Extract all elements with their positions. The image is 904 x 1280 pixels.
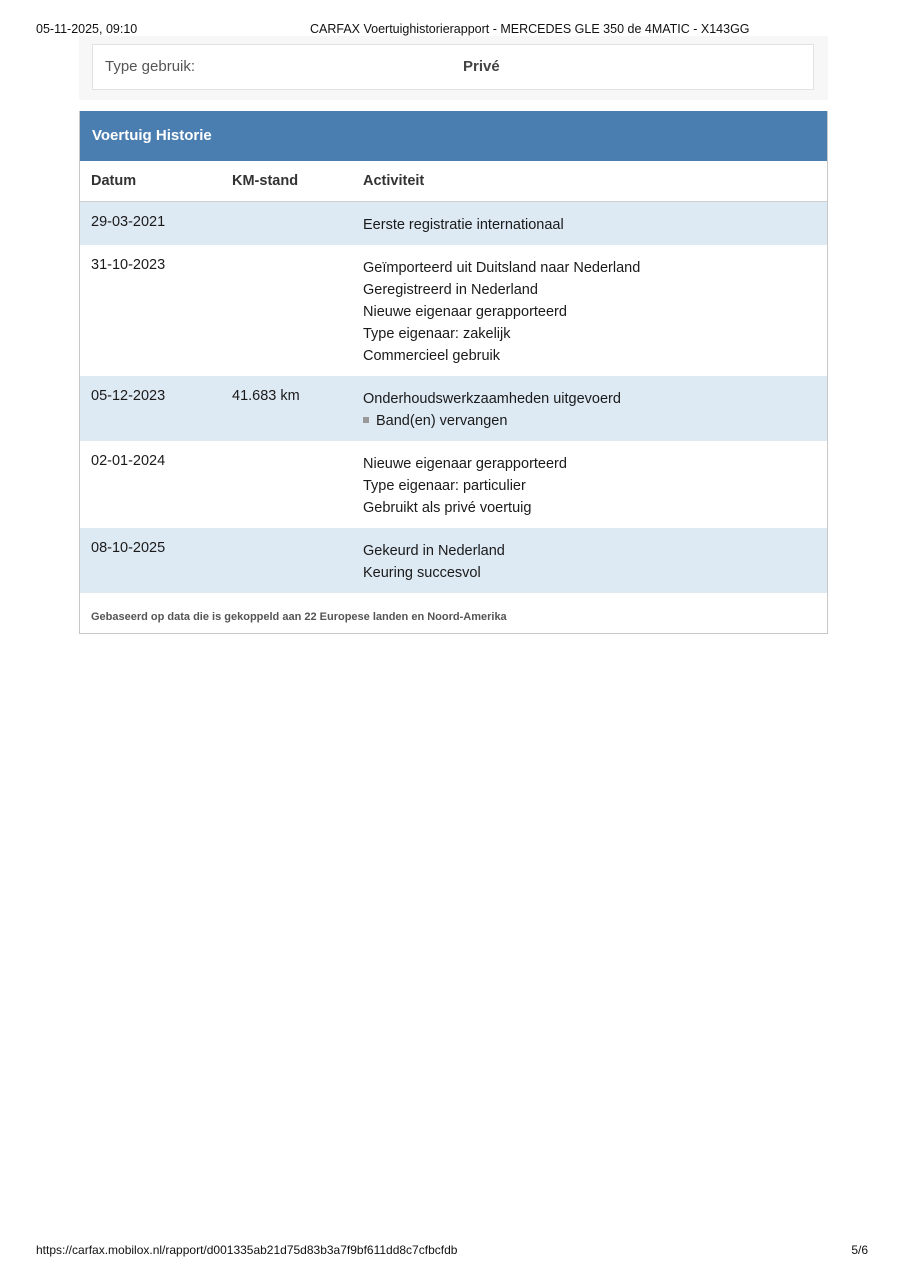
- usage-value: Privé: [463, 58, 500, 75]
- print-url: https://carfax.mobilox.nl/rapport/d001335ab21d75d83b3a7f9bf611dd8c7cfbcfdb: [36, 1243, 458, 1257]
- sub-item-text: Band(en) vervangen: [376, 413, 508, 429]
- activity-item: Gebruikt als privé voertuig: [363, 500, 532, 516]
- activity-item: Geregistreerd in Nederland: [363, 282, 538, 298]
- row-activities: [80, 528, 827, 593]
- page-number: 5/6: [851, 1243, 868, 1257]
- activity-item: Nieuwe eigenaar gerapporteerd: [363, 456, 567, 472]
- column-header-date: Datum: [91, 173, 137, 189]
- table-row: [80, 528, 827, 593]
- table-row: [80, 245, 827, 376]
- table-row: [80, 202, 827, 245]
- row-date: 08-10-2025: [91, 540, 166, 556]
- activity-item: Keuring succesvol: [363, 565, 481, 581]
- row-km: 41.683 km: [232, 388, 300, 404]
- column-header-activity: Activiteit: [363, 173, 425, 189]
- activity-sub-item: [363, 410, 817, 432]
- print-date: 05-11-2025, 09:10: [36, 22, 138, 36]
- vehicle-history-table: [79, 111, 828, 634]
- activity-item: Nieuwe eigenaar gerapporteerd: [363, 304, 567, 320]
- print-footer: [36, 1243, 868, 1259]
- table-header-row: [80, 161, 827, 202]
- activity-item: Eerste registratie internationaal: [363, 217, 564, 233]
- table-row: [80, 441, 827, 528]
- usage-label: Type gebruik:: [105, 58, 196, 75]
- activity-item: Type eigenaar: zakelijk: [363, 326, 511, 342]
- usage-card: [79, 36, 828, 100]
- row-date: 29-03-2021: [91, 214, 166, 230]
- print-title: CARFAX Voertuighistorierapport - MERCEDES GLE 350 de 4MATIC - X143GG: [310, 22, 750, 36]
- row-date: 31-10-2023: [91, 257, 166, 273]
- activity-item: Type eigenaar: particulier: [363, 478, 526, 494]
- activity-item: Onderhoudswerkzaamheden uitgevoerd: [363, 391, 621, 407]
- data-source-note: Gebaseerd op data die is gekoppeld aan 22 Europese landen en Noord-Amerika: [91, 611, 507, 623]
- activity-item: Gekeurd in Nederland: [363, 543, 505, 559]
- row-activities: [80, 441, 827, 528]
- column-header-km: KM-stand: [232, 173, 299, 189]
- square-bullet-icon: [363, 417, 369, 423]
- row-activities: [80, 202, 827, 245]
- history-heading: Voertuig Historie: [80, 111, 827, 161]
- table-row: [80, 376, 827, 441]
- row-date: 05-12-2023: [91, 388, 166, 404]
- row-activities: [80, 245, 827, 376]
- row-date: 02-01-2024: [91, 453, 166, 469]
- row-activities: [80, 376, 827, 441]
- usage-row: [92, 44, 814, 90]
- activity-item: Geïmporteerd uit Duitsland naar Nederland: [363, 260, 641, 276]
- activity-item: Commercieel gebruik: [363, 348, 500, 364]
